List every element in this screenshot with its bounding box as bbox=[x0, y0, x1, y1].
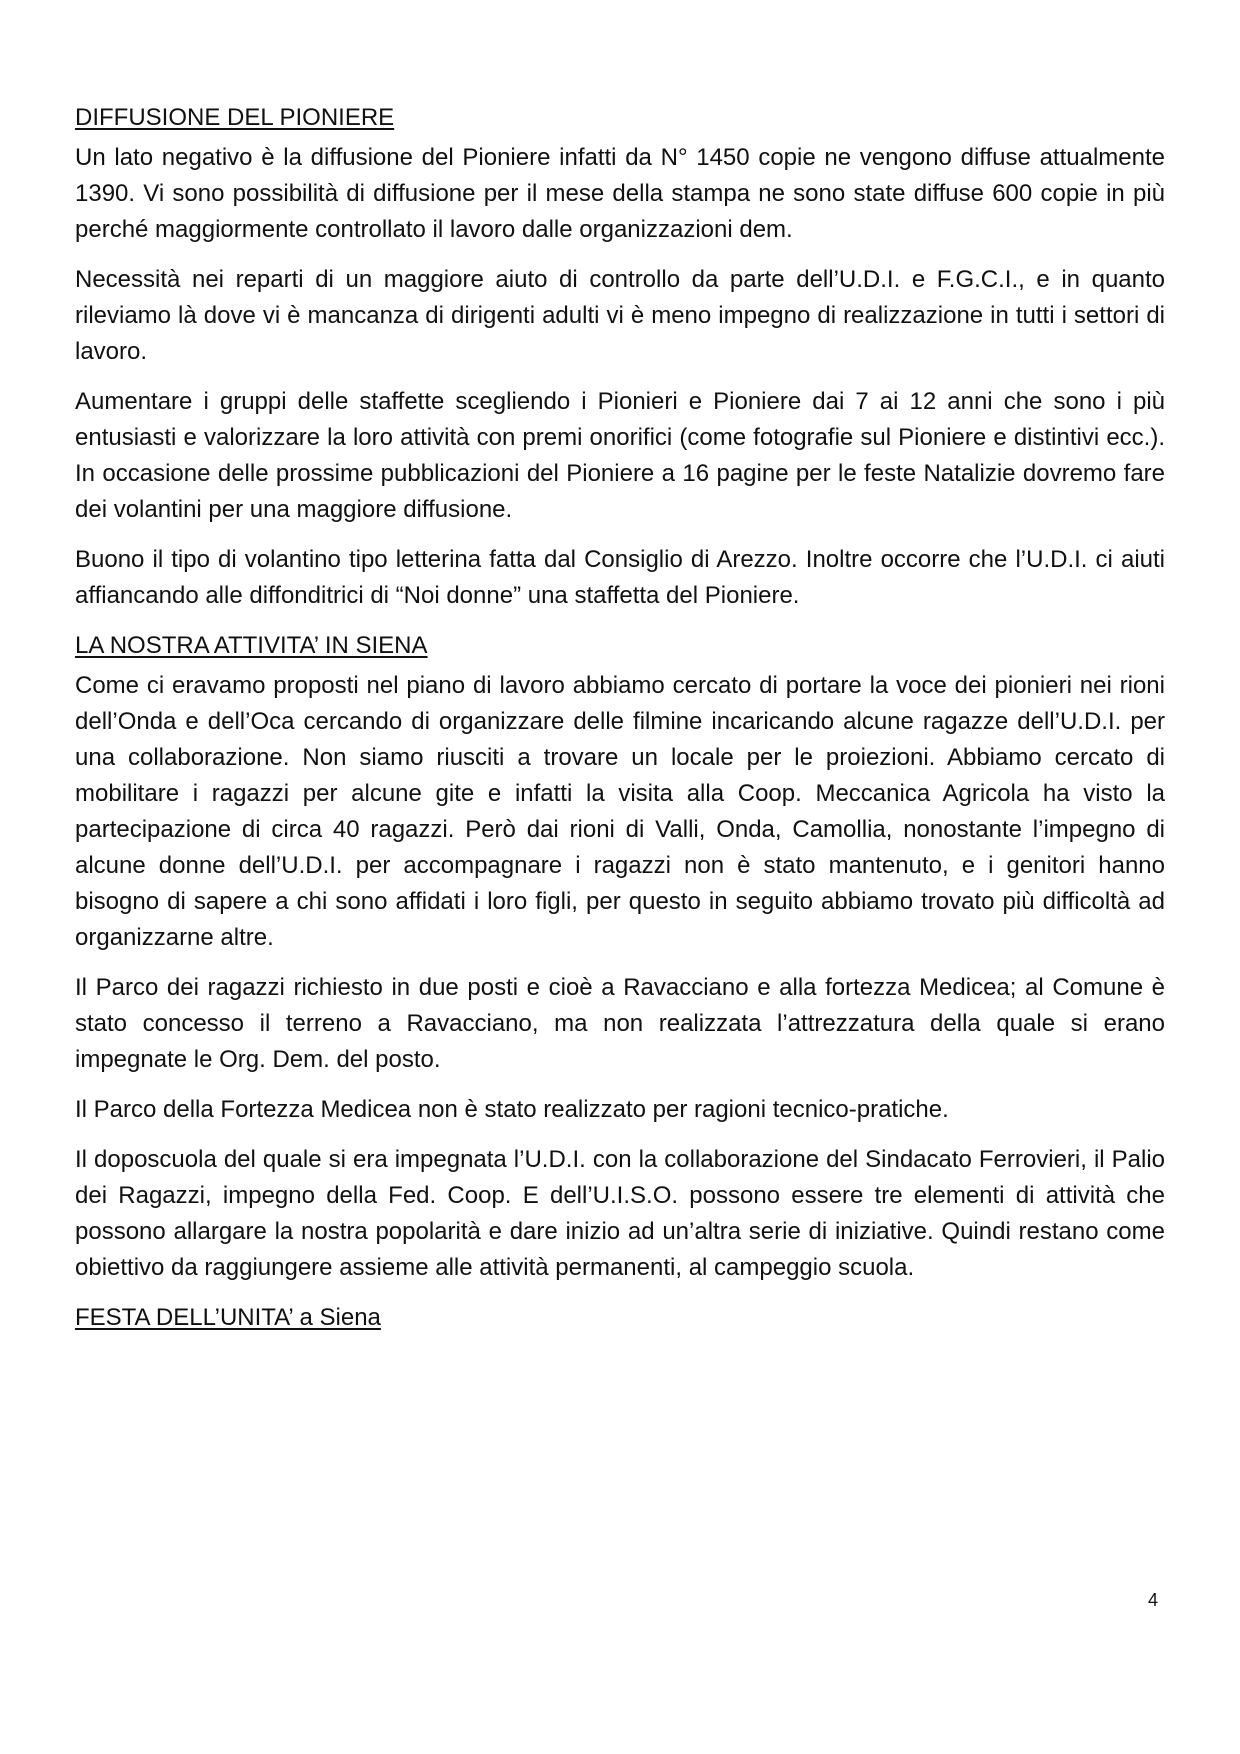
paragraph: Come ci eravamo proposti nel piano di lavoro abbiamo cercato di portare la voce dei pionieri nei rioni dell’Onda e dell’Oca cercando di organizzare delle filmine incaricando alcune ragazze dell’U.D.I. per una collaborazione. Non siamo riusciti a trovare un locale per le proiezioni. Abbiamo cercato di mobilitare i ragazzi per alcune gite e infatti la visita alla Coop. Meccanica Agricola ha visto la partecipazione di circa 40 ragazzi. Però dai rioni di Valli, Onda, Camollia, nonostante l’impegno di alcune donne dell’U.D.I. per accompagnare i ragazzi non è stato mantenuto, e i genitori hanno bisogno di sapere a chi sono affidati i loro figli, per questo in seguito abbiamo trovato più difficoltà ad organizzarne altre. bbox=[75, 672, 1165, 951]
paragraph: Il doposcuola del quale si era impegnata l’U.D.I. con la collaborazione del Sindacato Ferrovieri, il Palio dei Ragazzi, impegno della Fed. Coop. E dell’U.I.S.O. possono essere tre elementi di attività che possono allargare la nostra popolarità e dare inizio ad un’altra serie di iniziative. Quindi restano come obiettivo da raggiungere assieme alle attività permanenti, al campeggio scuola. bbox=[75, 1146, 1165, 1281]
paragraph: Aumentare i gruppi delle staffette scegliendo i Pionieri e Pioniere dai 7 ai 12 anni che sono i più entusiasti e valorizzare la loro attività con premi onorifici (come fotografie sul Pioniere e distintivi ecc.). In occasione delle prossime pubblicazioni del Pioniere a 16 pagine per le feste Natalizie dovremo fare dei volantini per una maggiore diffusione. bbox=[75, 388, 1165, 523]
section-heading-festa-unita: FESTA DELL’UNITA’ a Siena bbox=[75, 1304, 381, 1331]
paragraph: Il Parco dei ragazzi richiesto in due posti e cioè a Ravacciano e alla fortezza Medicea; al Comune è stato concesso il terreno a Ravacciano, ma non realizzata l’attrezzatura della quale si erano impegnate le Org. Dem. del posto. bbox=[75, 974, 1165, 1073]
paragraph: Il Parco della Fortezza Medicea non è stato realizzato per ragioni tecnico-pratiche. bbox=[75, 1096, 949, 1123]
paragraph: Un lato negativo è la diffusione del Pioniere infatti da N° 1450 copie ne vengono diffuse attualmente 1390. Vi sono possibilità di diffusione per il mese della stampa ne sono state diffuse 600 copie in più perché maggiormente controllato il lavoro dalle organizzazioni dem. bbox=[75, 144, 1165, 243]
paragraph: Necessità nei reparti di un maggiore aiuto di controllo da parte dell’U.D.I. e F.G.C.I., e in quanto rileviamo là dove vi è mancanza di dirigenti adulti vi è meno impegno di realizzazione in tutti i settori di lavoro. bbox=[75, 266, 1165, 365]
document-page bbox=[75, 100, 1165, 1340]
paragraph: Buono il tipo di volantino tipo letterina fatta dal Consiglio di Arezzo. Inoltre occorre che l’U.D.I. ci aiuti affiancando alle diffonditrici di “Noi donne” una staffetta del Pioniere. bbox=[75, 546, 1165, 609]
section-heading-attivita-siena: LA NOSTRA ATTIVITA’ IN SIENA bbox=[75, 632, 428, 659]
section-heading-diffusione: DIFFUSIONE DEL PIONIERE bbox=[75, 104, 395, 131]
page-number: 4 bbox=[1148, 1590, 1159, 1610]
